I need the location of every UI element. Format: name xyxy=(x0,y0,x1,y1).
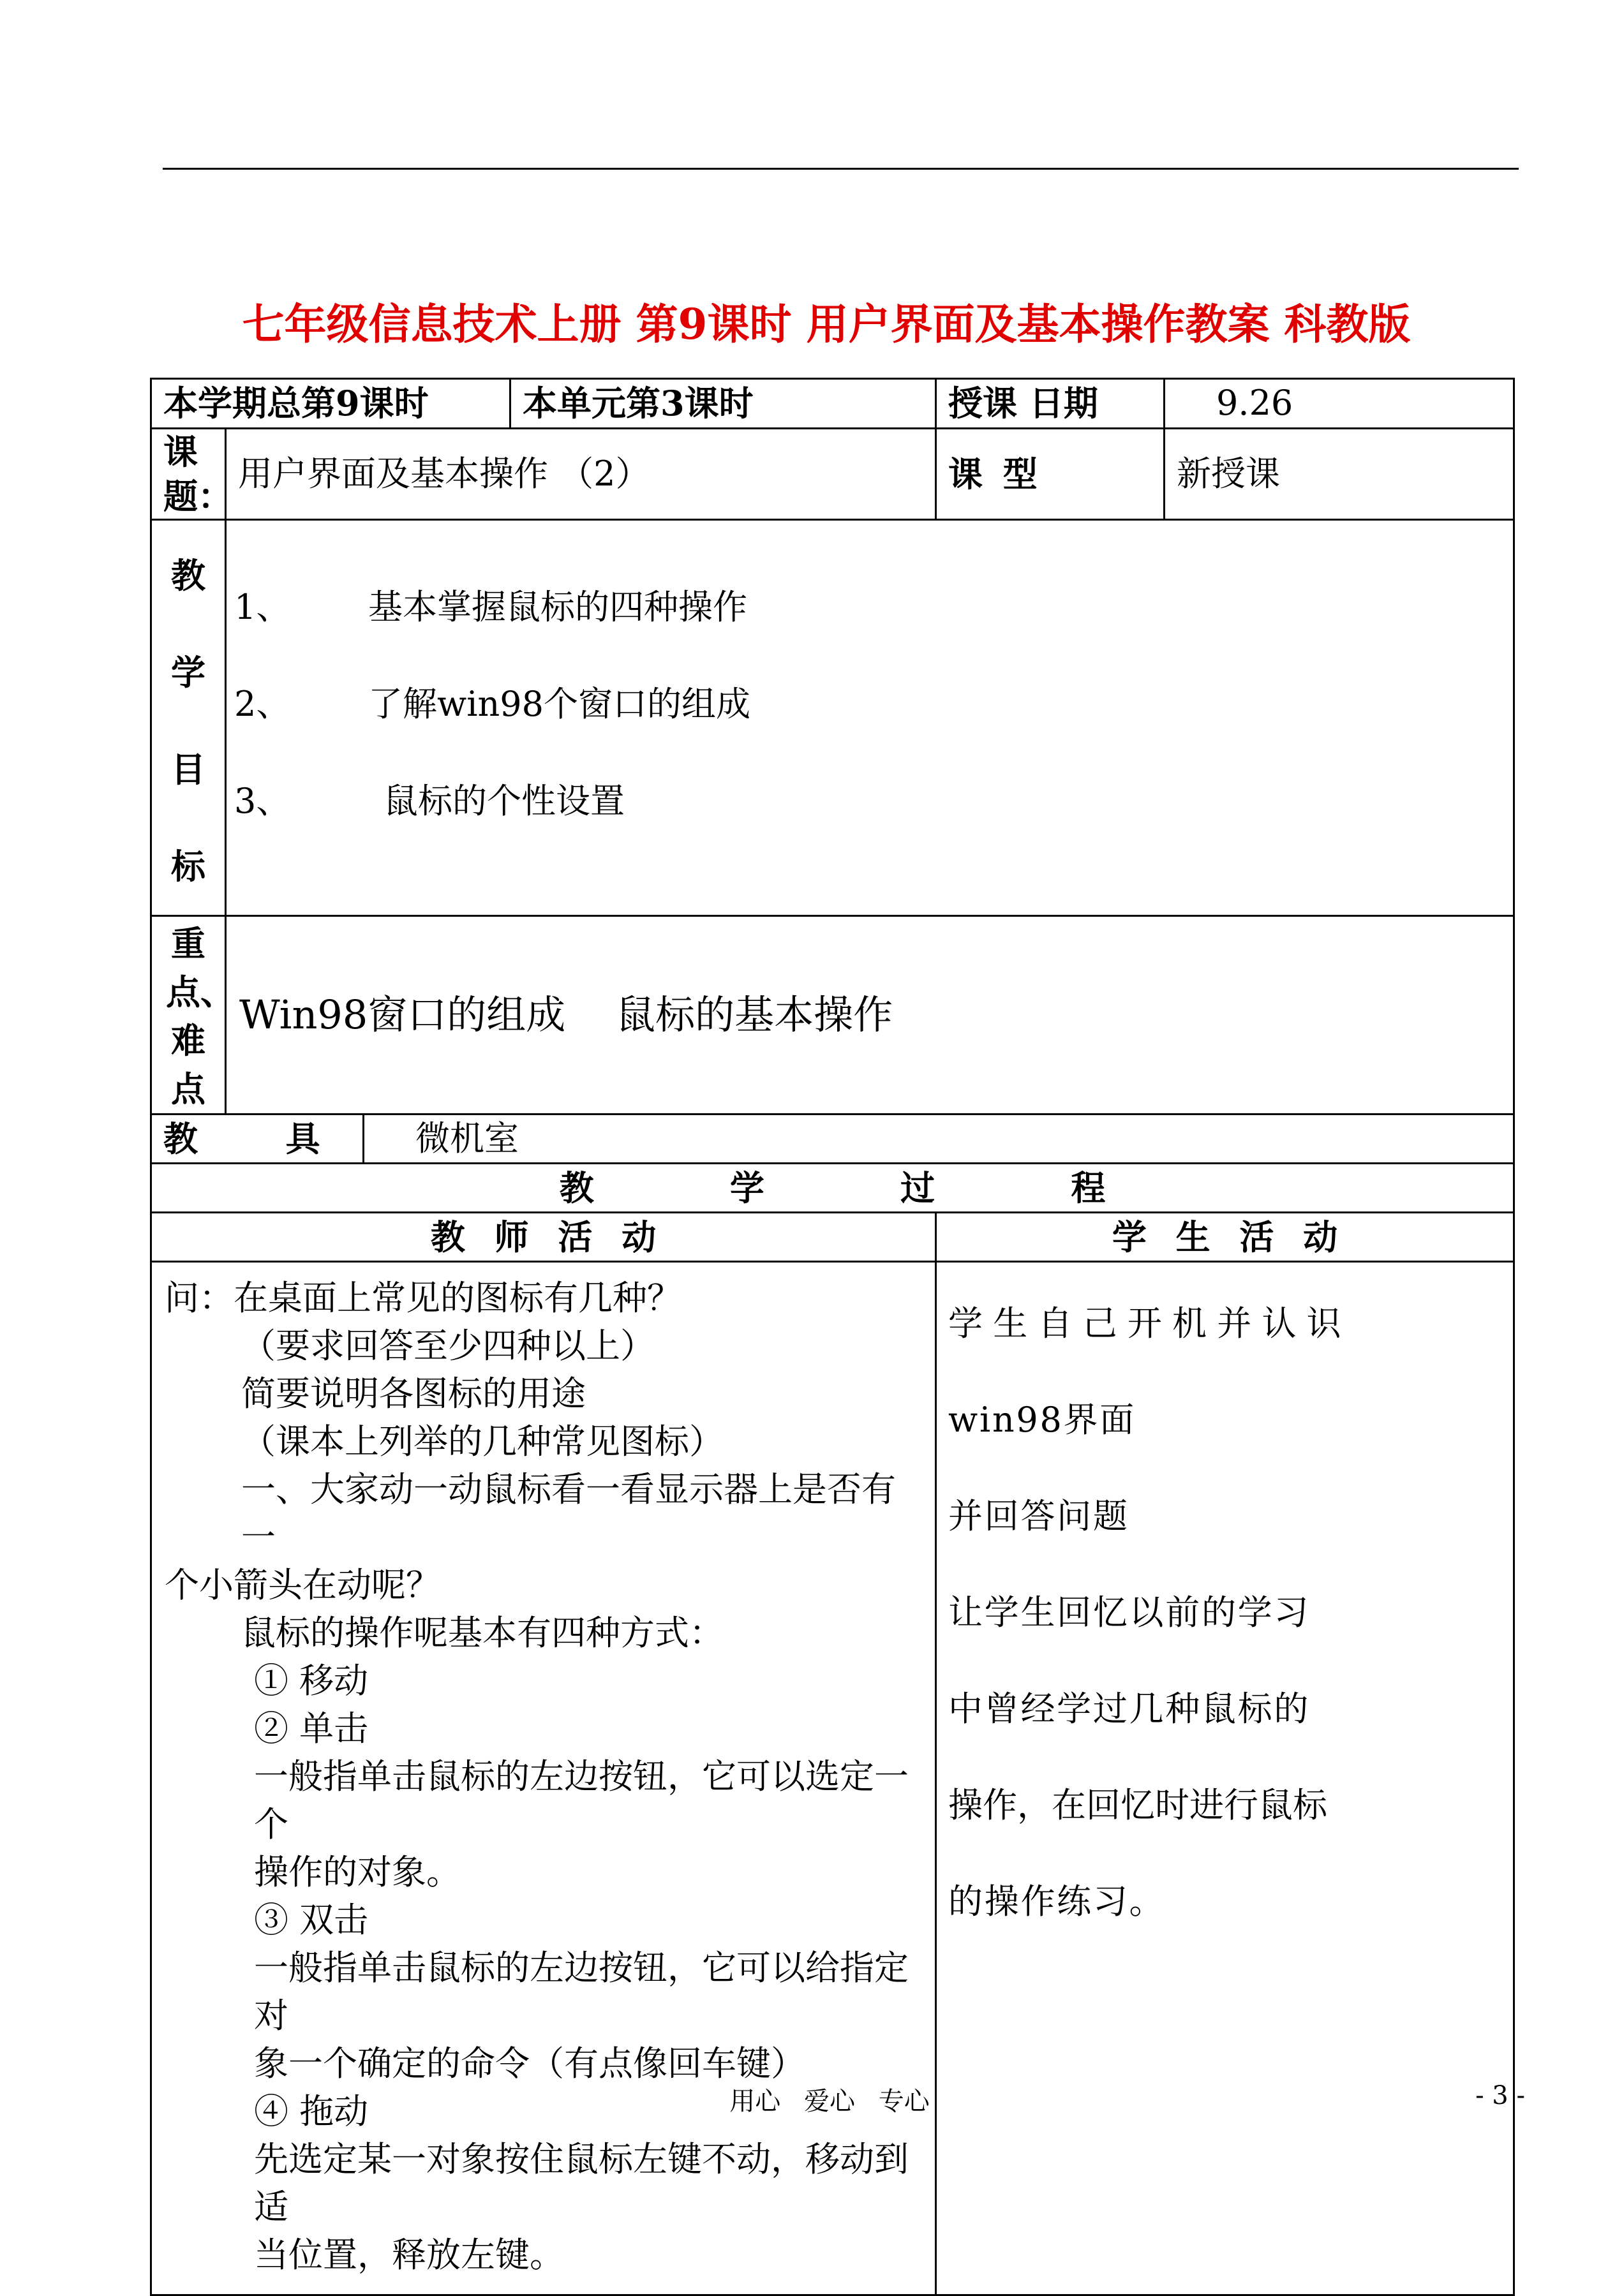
objective-text: 了解win98个窗口的组成 xyxy=(368,684,750,725)
info-row-2 xyxy=(151,429,1514,520)
teacher-line: 一、大家动一动鼠标看一看显示器上是否有一 xyxy=(241,1469,896,1558)
teacher-line: 一般指单击鼠标的左边按钮，它可以选定一个 xyxy=(254,1756,909,1845)
key-points-label-line: 难 xyxy=(171,1020,205,1062)
teacher-activity-cell xyxy=(151,1262,936,2295)
teacher-activity-header: 教 师 活 动 xyxy=(151,1213,936,1262)
key-points-label xyxy=(151,916,235,1115)
objectives-label-char: 学 xyxy=(171,652,205,693)
teacher-line: ③ 双击 xyxy=(254,1900,369,1941)
activity-header-row xyxy=(151,1213,1514,1262)
topic-label-cell: 课题： xyxy=(151,429,226,520)
teacher-line: 当位置，释放左键。 xyxy=(254,2235,564,2276)
page-number: - 3 - xyxy=(1475,2081,1525,2110)
key-points-label-line: 重 xyxy=(171,923,205,965)
student-line: 让学生回忆以前的学习 xyxy=(948,1592,1311,1633)
objectives-label-char: 目 xyxy=(171,749,205,790)
objective-item xyxy=(234,656,1501,753)
teacher-line: 个小箭头在动呢？ xyxy=(165,1565,440,1606)
teacher-line: 简要说明各图标的用途 xyxy=(241,1374,586,1414)
student-line: 的操作练习。 xyxy=(948,1881,1166,1922)
objectives-row xyxy=(151,520,1514,916)
topic-value-cell: 用户界面及基本操作 （2） xyxy=(226,429,936,520)
student-line: 操作，在回忆时进行鼠标 xyxy=(948,1785,1328,1826)
objective-number: 1、 xyxy=(234,587,291,628)
teacher-line: ① 移动 xyxy=(254,1661,369,1701)
objective-number: 2、 xyxy=(234,684,291,725)
key-points-label-line: 点、 xyxy=(166,972,235,1013)
student-line: win98界面 xyxy=(948,1400,1136,1441)
objectives-list xyxy=(226,520,1514,916)
teacher-line: 先选定某一对象按住鼠标左键不动，移动到适 xyxy=(254,2139,909,2228)
tools-label: 教 具 xyxy=(151,1115,364,1164)
process-header: 教 学 过 程 xyxy=(151,1164,1514,1213)
info-row-1 xyxy=(151,379,1514,429)
teacher-line: 鼠标的操作呢基本有四种方式： xyxy=(241,1613,724,1654)
student-line: 并回答问题 xyxy=(948,1496,1129,1537)
student-line: 学生自己开机并认识 xyxy=(948,1303,1352,1344)
type-label-cell: 课 型 xyxy=(936,429,1165,520)
teacher-line: （课本上列举的几种常见图标） xyxy=(241,1421,724,1462)
objective-item xyxy=(234,753,1501,850)
objective-text: 鼠标的个性设置 xyxy=(383,781,625,822)
date-value-cell: 9.26 xyxy=(1165,379,1514,429)
document-title: 七年级信息技术上册 第9课时 用户界面及基本操作教案 科教版 xyxy=(242,299,1411,349)
student-line: 中曾经学过几种鼠标的 xyxy=(948,1689,1311,1729)
teacher-line: （要求回答至少四种以上） xyxy=(241,1326,655,1366)
student-activity-cell xyxy=(936,1262,1514,2295)
objective-item xyxy=(234,559,1501,656)
teacher-line: 象一个确定的命令（有点像回车键） xyxy=(254,2043,805,2084)
key-points-label-line: 点 xyxy=(171,1069,205,1110)
date-label-cell: 授课 日期 xyxy=(936,379,1165,429)
unit-lesson-cell: 本单元第3课时 xyxy=(510,379,936,429)
teacher-line: 问：在桌面上常见的图标有几种？ xyxy=(165,1278,681,1319)
key-points-text: Win98窗口的组成 鼠标的基本操作 xyxy=(226,916,1514,1115)
objective-number: 3、 xyxy=(234,781,291,822)
tools-value: 微机室 xyxy=(364,1115,1514,1164)
teacher-line: ② 单击 xyxy=(254,1708,369,1749)
footer-motto: 用心 爱心 专心 xyxy=(729,2087,930,2116)
header-rule xyxy=(163,168,1519,170)
objective-text: 基本掌握鼠标的四种操作 xyxy=(368,587,747,628)
key-points-row xyxy=(151,916,1514,1115)
process-header-row xyxy=(151,1164,1514,1213)
teacher-line: 一般指单击鼠标的左边按钮，它可以给指定对 xyxy=(254,1948,909,2036)
student-activity-header: 学 生 活 动 xyxy=(936,1213,1514,1262)
teacher-line: ④ 拖动 xyxy=(254,2091,369,2132)
type-value-cell: 新授课 xyxy=(1165,429,1514,520)
objectives-label-char: 教 xyxy=(171,555,205,596)
objectives-label xyxy=(151,520,226,916)
tools-row xyxy=(151,1115,1514,1164)
activity-content-row xyxy=(151,1262,1514,2295)
lesson-plan-table xyxy=(150,378,1515,2296)
objectives-label-char: 标 xyxy=(171,846,205,887)
total-lesson-cell: 本学期总第9课时 xyxy=(151,379,510,429)
teacher-line: 操作的对象。 xyxy=(254,1852,461,1893)
